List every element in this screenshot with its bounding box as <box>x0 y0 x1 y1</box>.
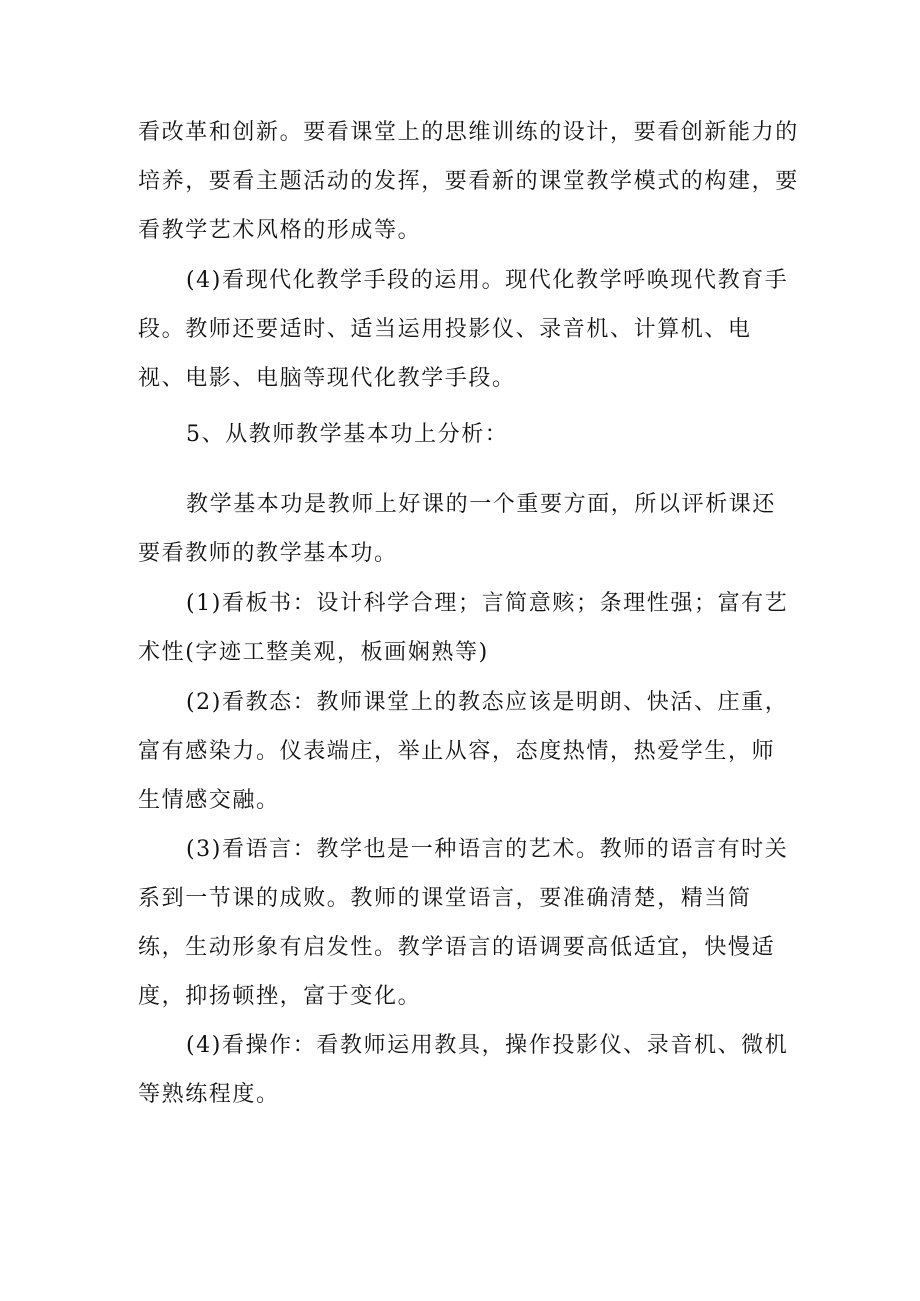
paragraph-heading: (4)看操作：看教师运用教具，操作投影仪、录音机、微机 <box>186 1033 789 1058</box>
text-line: 看改革和创新。要看课堂上的思维训练的设计，要看创新能力的 <box>138 120 799 145</box>
paragraph-heading: (4)看现代化教学手段的运用。现代化教学呼唤现代教育手 <box>186 268 789 293</box>
text-line: 培养，要看主题活动的发挥，要看新的课堂教学模式的构建，要 <box>138 169 799 194</box>
paragraph-heading: 教学基本功是教师上好课的一个重要方面，所以评析课还 <box>186 492 777 517</box>
text-line: 度，抑扬顿挫，富于变化。 <box>138 984 422 1009</box>
text-line: 练，生动形象有启发性。教学语言的语调要高低适宜，快慢适 <box>138 935 776 960</box>
text-line: 看教学艺术风格的形成等。 <box>138 218 422 243</box>
text-line: 生情感交融。 <box>138 788 280 813</box>
text-line: 段。教师还要适时、适当运用投影仪、录音机、计算机、电 <box>138 317 752 342</box>
text-line: 要看教师的教学基本功。 <box>138 541 398 566</box>
paragraph-heading: (3)看语言：教学也是一种语言的艺术。教师的语言有时关 <box>186 837 789 862</box>
paragraph-heading: (1)看板书：设计科学合理；言简意赅；条理性强；富有艺 <box>186 591 789 616</box>
text-line: 术性(字迹工整美观，板画娴熟等) <box>138 640 489 665</box>
paragraph-heading: (2)看教态：教师课堂上的教态应该是明朗、快活、庄重， <box>186 690 789 715</box>
text-line: 系到一节课的成败。教师的课堂语言，要准确清楚，精当简 <box>138 886 752 911</box>
text-line: 视、电影、电脑等现代化教学手段。 <box>138 366 516 391</box>
section-heading: 5、从教师教学基本功上分析： <box>186 422 509 447</box>
text-line: 富有感染力。仪表端庄，举止从容，态度热情，热爱学生，师 <box>138 739 776 764</box>
text-line: 等熟练程度。 <box>138 1082 280 1107</box>
